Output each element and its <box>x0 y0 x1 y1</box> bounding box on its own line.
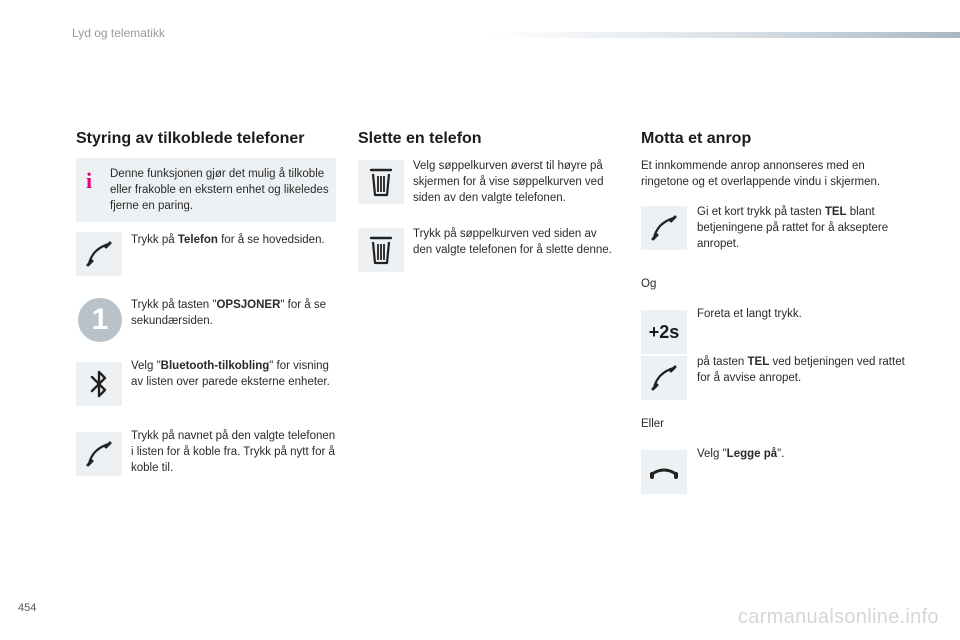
header-bar <box>490 32 960 38</box>
trash-bin-icon <box>358 228 404 272</box>
phone-handset-icon <box>641 206 687 250</box>
phone-handset-icon <box>76 432 122 476</box>
section-title: Lyd og telematikk <box>72 26 165 40</box>
phone-handset-icon <box>76 232 122 276</box>
step-accept-call: Gi et kort trykk på tasten TEL blant betjeningene på rattet for å akseptere anropet. <box>697 206 889 250</box>
step-delete-phone: Trykk på søppelkurven ved siden av den valgte telefonen for å slette denne. <box>413 228 612 256</box>
bluetooth-icon <box>76 362 122 406</box>
step-options: Trykk på tasten "OPSJONER" for å se sekundærsiden. <box>131 299 327 327</box>
page-number: 454 <box>18 602 37 614</box>
step-phone-home: Trykk på Telefon for å se hovedsiden. <box>131 234 325 246</box>
heading-manage-phones: Styring av tilkoblede telefoner <box>76 130 305 147</box>
phone-handset-icon <box>641 356 687 400</box>
eller-label: Eller <box>641 418 665 430</box>
heading-receive-call: Motta et anrop <box>641 130 752 147</box>
long-press-icon: +2s <box>641 310 687 354</box>
info-icon: i <box>86 168 93 193</box>
step-bluetooth: Velg "Bluetooth-tilkobling" for visning av listen over parede eksterne enheter. <box>131 360 330 388</box>
hang-up-icon <box>641 450 687 494</box>
call-intro: Et innkommende anrop annonseres med en ringetone og et overlappende vindu i skjermen. <box>641 160 881 188</box>
step-reject-call: på tasten TEL ved betjeningen ved rattet for å avvise anropet. <box>697 356 905 384</box>
heading-delete-phone: Slette en telefon <box>358 130 482 147</box>
trash-bin-icon <box>358 160 404 204</box>
info-text: Denne funksjonen gjør det mulig å tilkoble eller frakoble en ekstern enhet og likeledes fjerne en paring. <box>110 168 329 212</box>
step-select-phone: Trykk på navnet på den valgte telefonen i listen for å koble fra. Trykk på nytt for å koble til. <box>131 430 336 474</box>
watermark: carmanualsonline.info <box>738 606 939 628</box>
step-long-press: Foreta et langt trykk. <box>697 308 802 320</box>
og-label: Og <box>641 278 657 290</box>
step-show-trash: Velg søppelkurven øverst til høyre på skjermen for å vise søppelkurven ved siden av den valgte telefonen. <box>413 160 604 204</box>
step-hang-up: Velg "Legge på". <box>697 448 785 460</box>
info-box <box>76 158 336 222</box>
step-number-icon: 1 <box>78 298 122 342</box>
